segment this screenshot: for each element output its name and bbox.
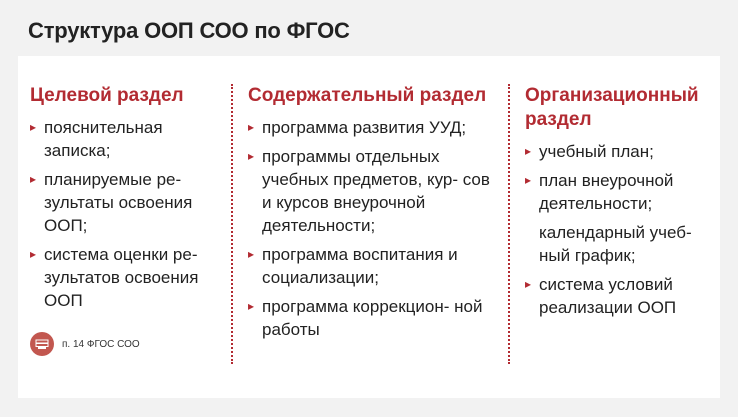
- content-card: [18, 56, 720, 398]
- bullet-icon: ▸: [30, 172, 37, 186]
- bullet-icon: ▸: [30, 247, 37, 261]
- list-item: ▸ программа развития УУД;: [248, 118, 467, 137]
- bullet-icon: ▸: [525, 173, 532, 187]
- column-content: [248, 84, 498, 347]
- column-organizational: [525, 84, 715, 325]
- bullet-icon: ▸: [30, 120, 37, 134]
- list-item: ▸ учебный план;: [525, 142, 654, 161]
- column-heading: Целевой раздел: [30, 85, 184, 106]
- list-item: ▸ план внеурочной деятельности;: [525, 171, 674, 213]
- item-list: [30, 116, 220, 312]
- list-item: ▸ программа коррекцион- ной работы: [248, 297, 483, 339]
- column-heading: Содержательный раздел: [248, 85, 487, 106]
- bullet-icon: ▸: [525, 144, 532, 158]
- list-item: календарный учеб- ный график;: [539, 223, 692, 265]
- column-divider: [508, 84, 510, 364]
- item-list: [525, 140, 715, 319]
- bullet-icon: ▸: [248, 149, 255, 163]
- page-title: Структура ООП СОО по ФГОС: [28, 18, 350, 43]
- bullet-icon: ▸: [525, 277, 532, 291]
- list-item: ▸ пояснительная записка;: [30, 118, 163, 160]
- list-item: ▸ планируемые ре- зультаты освоения ООП;: [30, 170, 193, 235]
- list-item: ▸ система условий реализации ООП: [525, 275, 677, 317]
- bullet-icon: ▸: [248, 247, 255, 261]
- list-item: ▸ программы отдельных учебных предметов, кур- сов и курсов внеурочной деятельности;: [248, 147, 490, 235]
- column-target: [30, 84, 220, 318]
- source-reference: п. 14 ФГОС СОО: [62, 338, 140, 350]
- list-item: ▸ программа воспитания и социализации;: [248, 245, 458, 287]
- item-list: [248, 116, 498, 341]
- bullet-icon: ▸: [248, 299, 255, 313]
- column-divider: [231, 84, 233, 364]
- document-stack-icon: [30, 332, 54, 356]
- list-item: ▸ система оценки ре- зультатов освоения ООП: [30, 245, 199, 310]
- source-note: [30, 332, 140, 356]
- bullet-icon: ▸: [248, 120, 255, 134]
- column-heading: Организационный раздел: [525, 85, 699, 130]
